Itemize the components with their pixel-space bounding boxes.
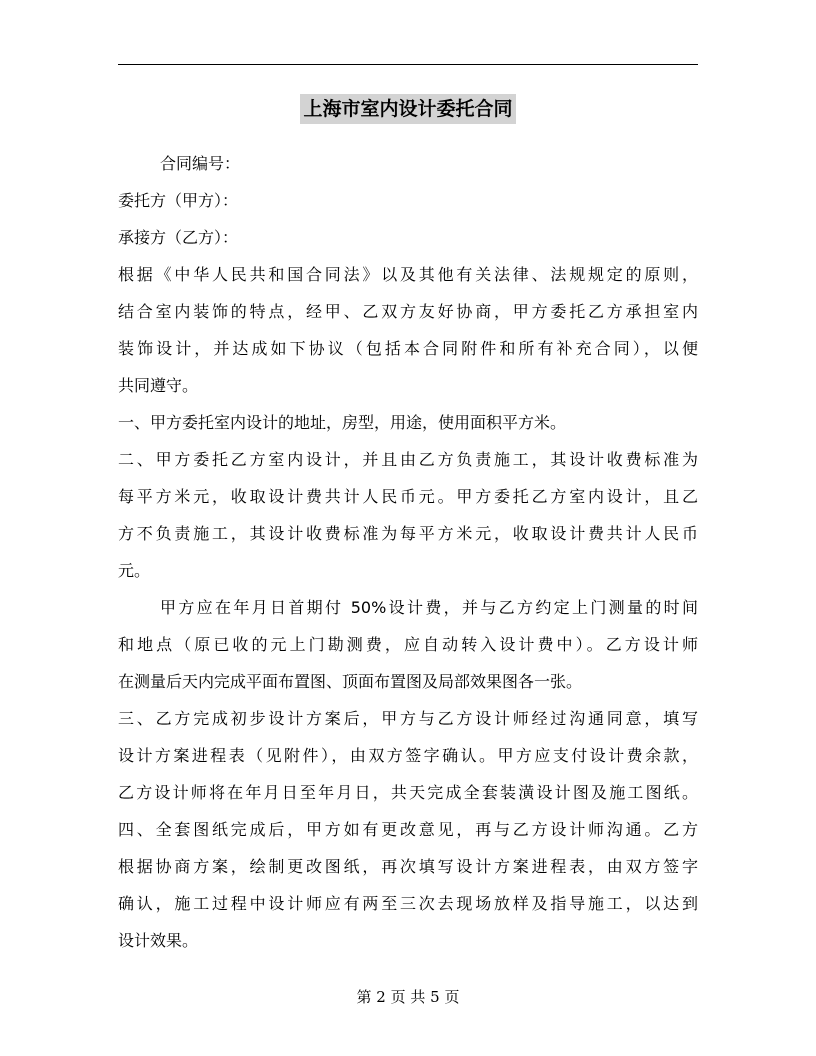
clause-2-line: 方不负责施工，其设计收费标准为每平方米元，收取设计费共计人民币 xyxy=(118,524,698,543)
clause-4-line: 确认，施工过程中设计师应有两至三次去现场放样及指导施工，以达到 xyxy=(118,894,698,913)
clause-2-line: 元。 xyxy=(118,561,151,580)
payment-paragraph-line: 甲方应在年月日首期付 50%设计费，并与乙方约定上门测量的时间 xyxy=(160,598,698,617)
contractor-party-line: 承接方（乙方）： xyxy=(118,228,239,247)
clause-3-line: 三、乙方完成初步设计方案后，甲方与乙方设计师经过沟通同意，填写 xyxy=(118,709,698,728)
clause-4-line: 根据协商方案，绘制更改图纸，再次填写设计方案进程表，由双方签字 xyxy=(118,857,698,876)
title-container xyxy=(0,94,816,124)
clause-4-line: 四、全套图纸完成后，甲方如有更改意见，再与乙方设计师沟通。乙方 xyxy=(118,820,698,839)
body-line: 根据《中华人民共和国合同法》以及其他有关法律、法规规定的原则， xyxy=(118,265,698,284)
clause-3-line: 乙方设计师将在年月日至年月日，共天完成全套装潢设计图及施工图纸。 xyxy=(118,783,698,802)
contract-number-line: 合同编号： xyxy=(160,154,241,173)
page-footer: 第 2 页 共 5 页 xyxy=(356,988,460,1006)
payment-paragraph-line: 和地点（原已收的元上门勘测费，应自动转入设计费中）。乙方设计师 xyxy=(118,635,698,654)
header-rule xyxy=(118,64,698,65)
clause-3-line: 设计方案进程表（见附件），由双方签字确认。甲方应支付设计费余款， xyxy=(118,746,698,765)
contract-body xyxy=(118,145,698,959)
clause-4-line: 设计效果。 xyxy=(118,931,199,950)
body-line: 结合室内装饰的特点，经甲、乙双方友好协商，甲方委托乙方承担室内 xyxy=(118,302,698,321)
document-title: 上海市室内设计委托合同 xyxy=(300,94,515,124)
body-line: 装饰设计，并达成如下协议（包括本合同附件和所有补充合同），以便 xyxy=(118,339,698,358)
body-line: 共同遵守。 xyxy=(118,376,199,395)
payment-paragraph-line: 在测量后天内完成平面布置图、顶面布置图及局部效果图各一张。 xyxy=(118,672,583,691)
client-party-line: 委托方（甲方）： xyxy=(118,191,239,210)
clause-2-line: 二、甲方委托乙方室内设计，并且由乙方负责施工，其设计收费标准为 xyxy=(118,450,698,469)
clause-2-line: 每平方米元，收取设计费共计人民币元。甲方委托乙方室内设计，且乙 xyxy=(118,487,698,506)
clause-1-line: 一、甲方委托室内设计的地址，房型，用途，使用面积平方米。 xyxy=(118,413,567,432)
